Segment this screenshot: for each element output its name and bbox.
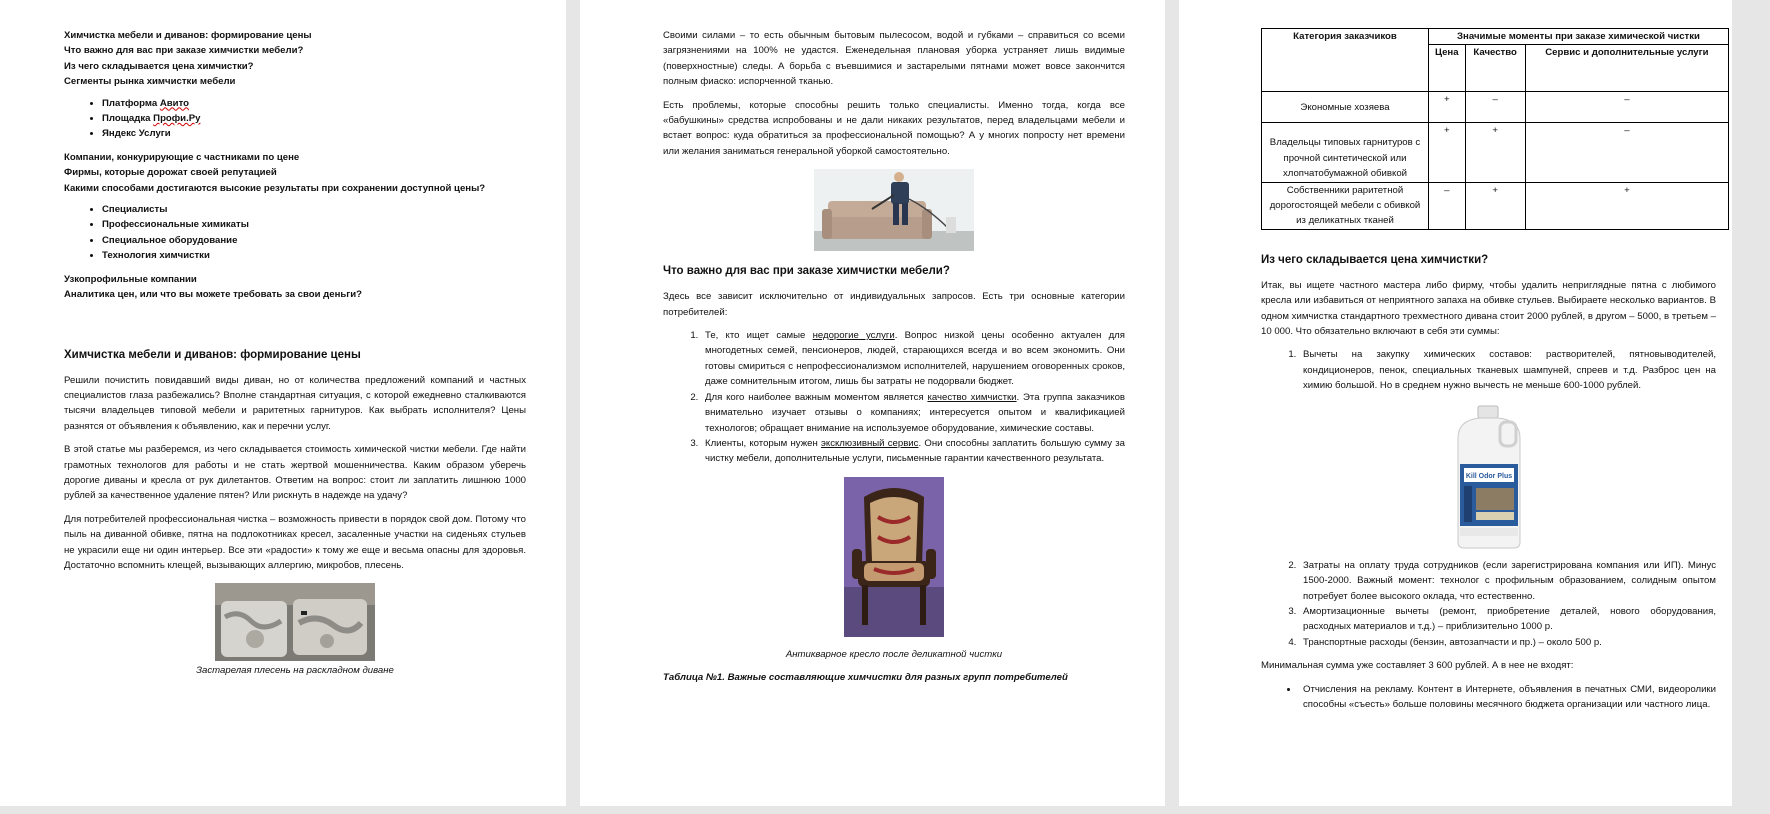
table-cell: + (1429, 92, 1466, 123)
paragraph: Решили почистить повидавший виды диван, но от количества предложений компаний и частных специалистов глаза разбежались? Вполне стандартная ситуация, с которой ежедневно сталкиваются тысячи владельцев типовой мебели и раритетных гарнитуров. Как выбрать исполнителя? Цены разнятся от объявления к объявлению, как и перечни услуг. (64, 374, 526, 432)
toc-link[interactable]: Химчистка мебели и диванов: формирование цены (64, 30, 312, 41)
list-item: 2. Затраты на оплату труда сотрудников (если зарегистрирована компания или ИП). Минус 1500-2000. Важный момент: технолог с профильным образованием, солидным опытом потребует более высокого оклада, что естественно. (1299, 558, 1716, 604)
toc-link[interactable]: Сегменты рынка химчистки мебели (64, 76, 236, 88)
paragraph: Есть проблемы, которые способны решить только специалисты. Именно тогда, когда все «бабушкины» средства испробованы и не дали никаких результатов, перед владельцами мебели и встает вопрос: куда обратиться за профессиональной помощью? А у многих попросту нет времени или желания заниматься генеральной уборкой самостоятельно. (663, 99, 1125, 157)
table-cell: + (1465, 182, 1525, 229)
list-item: 1. Те, кто ищет самые недорогие услуги. Вопрос низкой цены особенно актуален для многодетных семей, пенсионеров, людей, старающихся всегда и во всем экономить. Они готовы смириться с непрофессионализмом исполнителей, нарушением оговоренных сроков, даже сомнительным итогом, лишь бы затраты не подорвали бюджет. (701, 328, 1125, 390)
toc-item[interactable]: • Платформа Авито (102, 96, 526, 111)
list-item: 2. Для кого наиболее важным моментом является качество химчистки. Эта группа заказчиков внимательно изучает отзывы о компаниях; интересуется опытом и квалификацией технологов; обращает внимание на используемое оборудование, химические составы. (701, 390, 1125, 436)
section-heading: Что важно для вас при заказе химчистки мебели? (663, 265, 950, 278)
document-page-3 (1179, 0, 1732, 806)
antique-armchair-image (844, 477, 944, 637)
table-header-cell: Качество (1465, 45, 1525, 92)
table-row (1262, 182, 1729, 229)
table-header-cell: Категория заказчиков (1262, 29, 1429, 92)
toc-link[interactable]: Из чего складывается цена химчистки? (64, 60, 254, 72)
link[interactable]: недорогие услуги (812, 330, 895, 342)
table-header-cell: Сервис и дополнительные услуги (1525, 45, 1728, 92)
paragraph: Итак, вы ищете частного мастера либо фирму, чтобы удалить неприглядные пятна с любимого кресла или избавиться от неприятного запаха на обивке стульев. Выбираете несколько вариантов. В одном химчистка стандартного трехместного дивана стоит 2000 рублей, в другом – 5000, в третьем – 10 000. Что обязательно включают в себя эти суммы: (1261, 279, 1716, 338)
table-header-cell: Цена (1429, 45, 1466, 92)
consumer-categories-list (663, 328, 1125, 467)
toc-link[interactable]: Какими способами достигаются высокие результаты при сохранении доступной цены? (64, 182, 486, 194)
list-item: 1. Вычеты на закупку химических составов: растворителей, пятновыводителей, кондиционеров, пенок, специальных тканевых шампуней, спреев и т.д. Разброс цен на химию большой. Но в среднем нужно вычесть не меньше 600-1000 рублей. (1299, 347, 1716, 393)
paragraph: Для потребителей профессиональная чистка – возможность привести в порядок свой дом. Потому что пыль на диванной обивке, пятна на подлокотниках кресел, засаленные участки на сиденьях стульев не украсили еще ни один интерьер. Все эти «радости» к тому же еще и весьма опасны для здоровья. Достаточно вспомнить клещей, вызывающих аллергию, микробов, плесень. (64, 513, 526, 571)
section-heading: Из чего складывается цена химчистки? (1261, 253, 1489, 266)
toc-item[interactable]: • Профессиональные химикаты (102, 217, 526, 232)
table-header-row (1262, 29, 1729, 45)
table-cell: Собственники раритетной дорогостоящей мебели с обивкой из деликатных тканей (1262, 182, 1429, 229)
toc-item[interactable]: • Яндекс Услуги (102, 126, 526, 141)
toc-item[interactable]: • Технология химчистки (102, 248, 526, 263)
moldy-sofa-image (215, 583, 375, 661)
table-cell: Экономные хозяева (1262, 92, 1429, 123)
table-cell: + (1525, 182, 1728, 229)
link[interactable]: эксклюзивный сервис (821, 437, 919, 449)
section-heading: Химчистка мебели и диванов: формирование цены (64, 348, 361, 361)
table-cell: – (1525, 123, 1728, 182)
table-row (1262, 92, 1729, 123)
table-cell: – (1429, 182, 1466, 229)
link[interactable]: качество химчистки (927, 391, 1017, 403)
list-item: • Отчисления на рекламу. Контент в Интернете, объявления в печатных СМИ, видеоролики способны «съесть» больше половины месячного бюджета организации или частного лица. (1299, 682, 1716, 713)
bottle-label: Kill Odor Plus (1465, 472, 1512, 480)
paragraph: Своими силами – то есть обычным бытовым пылесосом, водой и губками – справиться со всеми загрязнениями на 100% не удастся. Еженедельная плановая уборка устраняет лишь видимые (поверхностные) следы. А борьба с въевшимися и застарелыми пятнами может вовсе закончится полным фиаско: испорченной тканью. (663, 30, 1125, 88)
toc-item[interactable]: • Специальное оборудование (102, 233, 526, 248)
table-cell: – (1465, 92, 1525, 123)
table-cell: + (1429, 123, 1466, 182)
excluded-costs-list (1261, 682, 1716, 713)
table-cell: – (1525, 92, 1728, 123)
cost-list-continued (1261, 558, 1716, 650)
document-page-1 (0, 0, 566, 806)
toc-link[interactable]: Что важно для вас при заказе химчистки мебели? (64, 45, 304, 57)
image-caption: Застарелая плесень на раскладном диване (196, 665, 394, 677)
toc-platforms-list (64, 96, 526, 142)
paragraph: Здесь все зависит исключительно от индивидуальных запросов. Есть три основные категории потребителей: (663, 291, 1125, 318)
consumer-table (1261, 28, 1729, 230)
image-caption: Антикварное кресло после деликатной чистки (785, 648, 1003, 660)
list-item: 3. Амортизационные вычеты (ремонт, приобретение деталей, нового оборудования, расходных материалов и т.д.) – приблизительно 1000 р. (1299, 604, 1716, 635)
sofa-cleaning-image (814, 169, 974, 251)
list-item: 3. Клиенты, которым нужен эксклюзивный сервис. Они способны заплатить большую сумму за чистку мебели, дополнительные услуги, письменные гарантии качественного результата. (701, 436, 1125, 467)
toc-link[interactable]: Фирмы, которые дорожат своей репутацией (64, 167, 277, 179)
toc-item[interactable]: • Специалисты (102, 202, 526, 217)
paragraph: В этой статье мы разберемся, из чего складывается стоимость химической чистки мебели. Где найти грамотных технологов для работы и не стать жертвой мошенничества. Каким образом уберечь дорогие диваны и кресла от рук дилетантов. Ответим на вопрос: стоит ли заплатить лишнюю 1000 рублей за качественное удаление пятен? Или рискнуть в надежде на удачу? (64, 444, 526, 502)
cost-list (1261, 347, 1716, 393)
toc-link[interactable]: Компании, конкурирующие с частниками по цене (64, 151, 300, 163)
toc-methods-list (64, 202, 526, 264)
table-header-cell: Значимые моменты при заказе химической чистки (1429, 29, 1729, 45)
toc-item[interactable]: • Площадка Профи.Ру (102, 111, 526, 126)
table-cell: Владельцы типовых гарнитуров с прочной синтетической или хлопчатобумажной обивкой (1262, 123, 1429, 182)
toc-link[interactable]: Узкопрофильные компании (64, 273, 197, 285)
cleaning-chemical-bottle-image (1450, 402, 1528, 552)
table-cell: + (1465, 123, 1525, 182)
table-row (1262, 123, 1729, 182)
paragraph: Минимальная сумма уже составляет 3 600 рублей. А в нее не входят: (1261, 660, 1574, 672)
document-page-2 (580, 0, 1165, 806)
toc-link[interactable]: Аналитика цен, или что вы можете требовать за свои деньги? (64, 289, 363, 301)
list-item: 4. Транспортные расходы (бензин, автозапчасти и пр.) – около 500 р. (1299, 635, 1716, 650)
table-caption: Таблица №1. Важные составляющие химчистки для разных групп потребителей (663, 671, 1068, 683)
